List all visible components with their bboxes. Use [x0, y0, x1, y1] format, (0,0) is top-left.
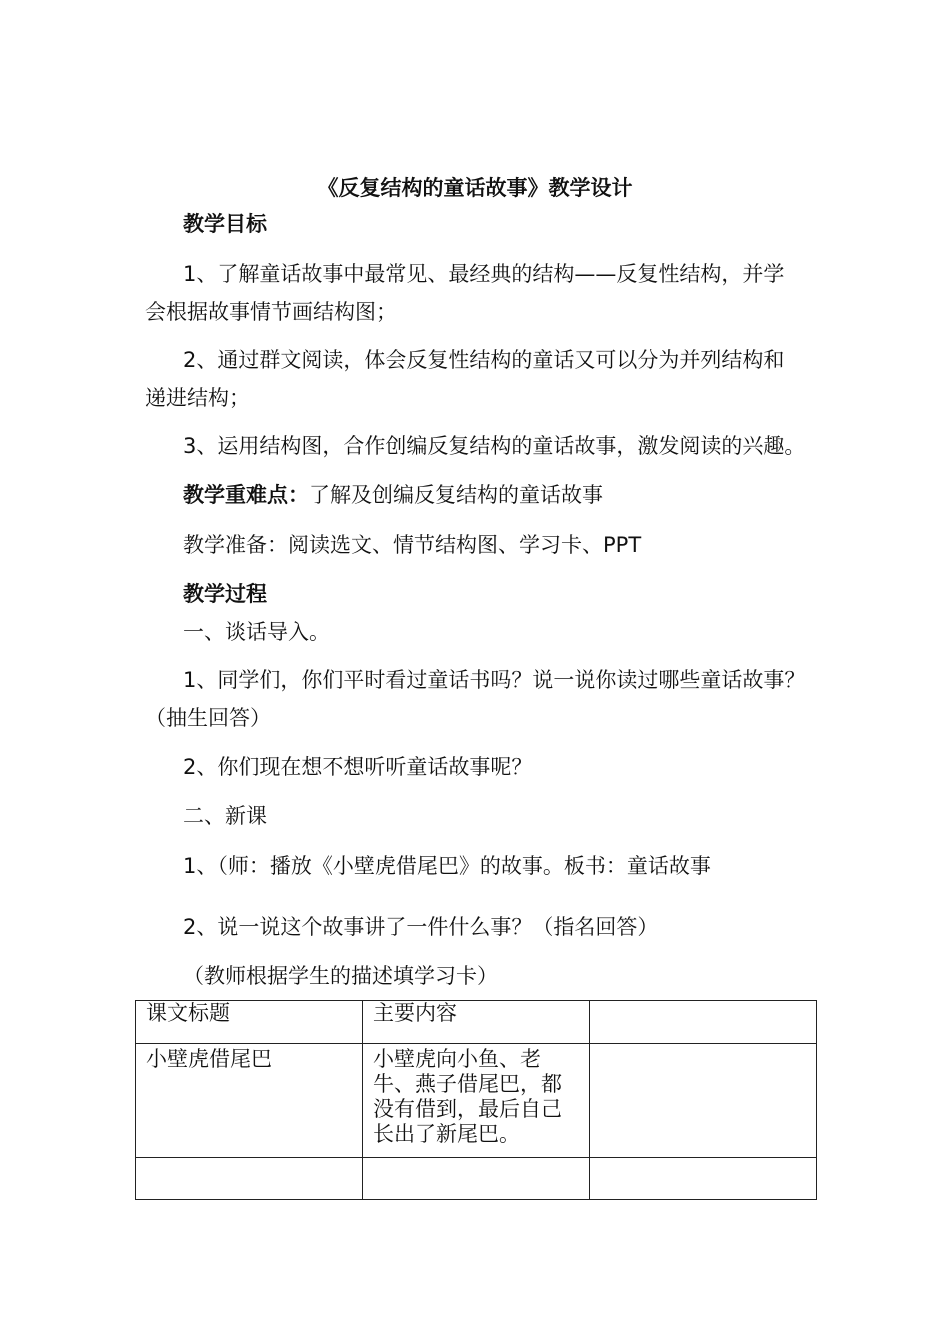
table-row [136, 1044, 817, 1158]
page-title: 《反复结构的童话故事》教学设计 [317, 176, 633, 200]
key-points-text: 了解及创编反复结构的童话故事 [309, 483, 603, 507]
table-cell: 小壁虎借尾巴 [136, 1044, 363, 1158]
teaching-preparation: 教学准备：阅读选文、情节结构图、学习卡、PPT [183, 533, 642, 557]
question-1-line-1: 1、同学们，你们平时看过童话书吗？说一说你读过哪些童话故事？ [183, 668, 806, 692]
goal-2-line-2: 递进结构； [145, 386, 250, 410]
table-row [136, 1001, 817, 1044]
study-card-table [135, 1000, 817, 1200]
table-header-cell: 课文标题 [136, 1001, 363, 1044]
question-2: 2、你们现在想不想听听童话故事呢？ [183, 755, 533, 779]
teacher-note: （教师根据学生的描述填学习卡） [183, 964, 498, 988]
section-2-heading: 二、新课 [183, 804, 267, 828]
section-1-heading: 一、谈话导入。 [183, 620, 330, 644]
goal-2-line-1: 2、通过群文阅读，体会反复性结构的童话又可以分为并列结构和 [183, 348, 785, 372]
question-1-line-2: （抽生回答） [145, 706, 271, 730]
table-cell [590, 1158, 817, 1200]
table-row [136, 1158, 817, 1200]
goal-1-line-1: 1、了解童话故事中最常见、最经典的结构——反复性结构，并学 [183, 262, 785, 286]
key-points-label: 教学重难点： [183, 483, 309, 507]
table-cell [136, 1158, 363, 1200]
table-cell: 小壁虎向小鱼、老牛、燕子借尾巴，都没有借到，最后自己长出了新尾巴。 [363, 1044, 590, 1158]
new-lesson-1: 1、（师：播放《小壁虎借尾巴》的故事。板书：童话故事 [183, 854, 711, 878]
table-cell [363, 1158, 590, 1200]
table-header-cell [590, 1001, 817, 1044]
table-cell [590, 1044, 817, 1158]
table-header-cell: 主要内容 [363, 1001, 590, 1044]
key-points [183, 481, 603, 509]
goals-heading: 教学目标 [183, 212, 267, 236]
goal-3: 3、运用结构图，合作创编反复结构的童话故事，激发阅读的兴趣。 [183, 434, 806, 458]
process-heading: 教学过程 [183, 582, 267, 606]
new-lesson-2: 2、说一说这个故事讲了一件什么事？（指名回答） [183, 915, 659, 939]
goal-1-line-2: 会根据故事情节画结构图； [145, 300, 397, 324]
